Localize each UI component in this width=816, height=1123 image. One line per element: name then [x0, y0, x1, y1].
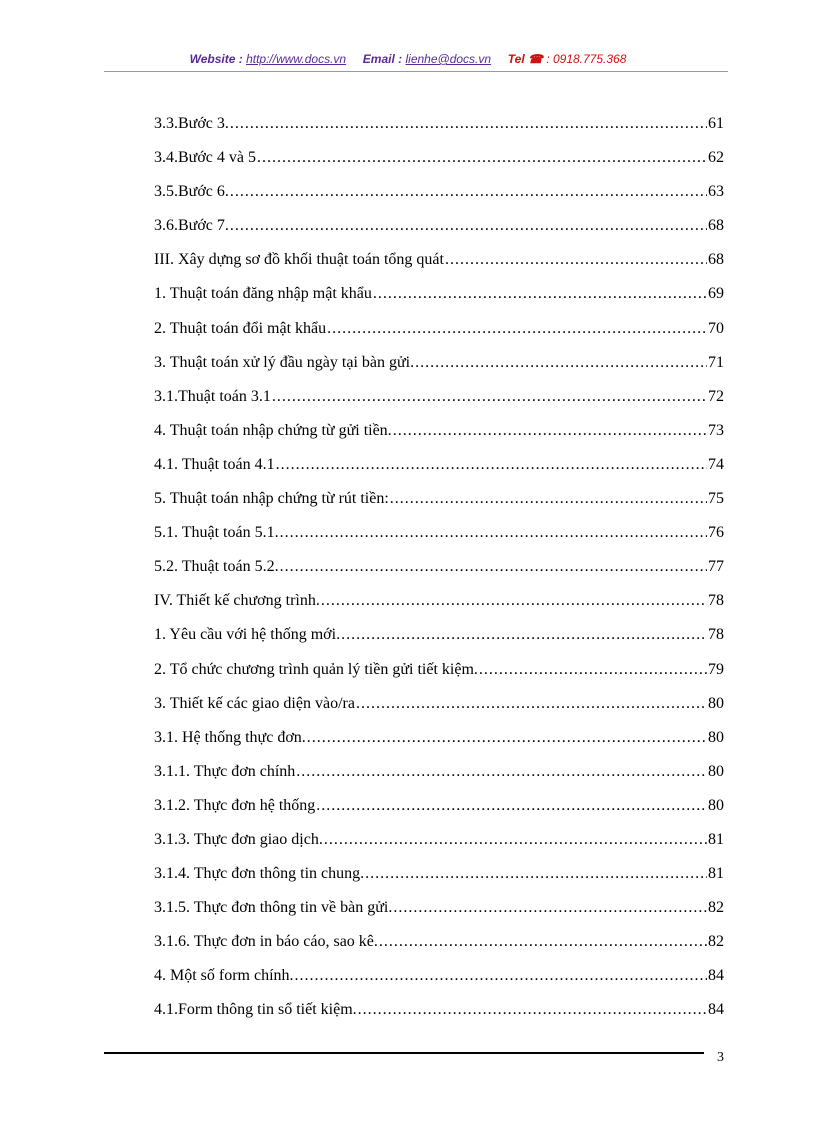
toc-entry-title: 2. Tổ chức chương trình quản lý tiền gửi tiết kiệm. — [154, 660, 478, 678]
toc-entry-title: 5.2. Thuật toán 5.2. — [154, 558, 279, 576]
website-link[interactable]: http://www.docs.vn — [246, 52, 347, 66]
toc-entry-title: 3.1.2. Thực đơn hệ thống — [154, 796, 316, 814]
toc-entry-page: 80 — [708, 796, 724, 814]
toc-leader-dots — [445, 249, 707, 271]
toc-entry-title: III. Xây dựng sơ đồ khối thuật toán tổng quát — [154, 251, 444, 269]
toc-entry[interactable] — [154, 659, 724, 693]
toc-entry[interactable] — [154, 420, 724, 454]
toc-entry-page: 71 — [708, 353, 724, 371]
toc-entry[interactable] — [154, 113, 724, 147]
footer-divider — [104, 1052, 704, 1054]
toc-entry-page: 70 — [708, 319, 724, 337]
toc-entry[interactable] — [154, 522, 724, 556]
toc-entry-title: 4. Một số form chính. — [154, 967, 294, 985]
email-label: Email — [362, 52, 395, 66]
toc-entry-title: 3. Thiết kế các giao diện vào/ra — [154, 694, 355, 712]
toc-leader-dots — [280, 556, 707, 578]
toc-entry-title: 3.1.6. Thực đơn in báo cáo, sao kê. — [154, 933, 378, 951]
toc-leader-dots — [295, 965, 707, 987]
toc-entry-page: 82 — [708, 933, 724, 951]
toc-entry[interactable] — [154, 931, 724, 965]
toc-leader-dots — [365, 863, 707, 885]
toc-entry-title: 5.1. Thuật toán 5.1. — [154, 524, 279, 542]
toc-leader-dots — [257, 147, 707, 169]
toc-entry-page: 82 — [708, 899, 724, 917]
toc-leader-dots — [356, 693, 707, 715]
toc-entry[interactable] — [154, 249, 724, 283]
toc-entry[interactable] — [154, 318, 724, 352]
page-header — [0, 50, 816, 68]
toc-entry-page: 80 — [708, 762, 724, 780]
toc-entry[interactable] — [154, 556, 724, 590]
header-divider — [104, 71, 728, 72]
toc-entry[interactable] — [154, 454, 724, 488]
toc-leader-dots — [379, 931, 707, 953]
toc-leader-dots — [415, 352, 707, 374]
toc-entry-page: 84 — [708, 967, 724, 985]
toc-entry[interactable] — [154, 727, 724, 761]
toc-entry[interactable] — [154, 999, 724, 1033]
toc-entry-title: 5. Thuật toán nhập chứng từ rút tiền: — [154, 490, 389, 508]
toc-entry[interactable] — [154, 897, 724, 931]
toc-leader-dots — [296, 761, 707, 783]
toc-entry-page: 68 — [708, 217, 724, 235]
website-label: Website : — [189, 52, 243, 66]
toc-leader-dots — [358, 999, 707, 1021]
toc-entry[interactable] — [154, 761, 724, 795]
toc-entry[interactable] — [154, 215, 724, 249]
toc-entry-title: 3.1.4. Thực đơn thông tin chung. — [154, 865, 365, 883]
toc-leader-dots — [324, 829, 707, 851]
toc-entry-title: 4.1. Thuật toán 4.1 — [154, 455, 275, 473]
toc-leader-dots — [280, 522, 707, 544]
toc-entry-page: 73 — [708, 421, 724, 439]
tel-value: : 0918.775.368 — [546, 52, 627, 66]
toc-entry-title: 3.1. Hệ thống thực đơn. — [154, 728, 306, 746]
toc-entry[interactable] — [154, 386, 724, 420]
toc-leader-dots — [230, 181, 707, 203]
toc-entry-page: 81 — [708, 865, 724, 883]
toc-entry-title: 1. Thuật toán đăng nhập mật khẩu — [154, 285, 372, 303]
tel-label: Tel — [507, 52, 525, 66]
toc-entry[interactable] — [154, 965, 724, 999]
toc-entry-title: 1. Yêu cầu với hệ thống mới. — [154, 626, 341, 644]
toc-leader-dots — [341, 624, 707, 646]
toc-entry-page: 72 — [708, 387, 724, 405]
toc-entry[interactable] — [154, 181, 724, 215]
toc-leader-dots — [307, 727, 707, 749]
toc-entry-title: IV. Thiết kế chương trình. — [154, 592, 320, 610]
toc-entry-page: 78 — [708, 626, 724, 644]
toc-entry-title: 3.4.Bước 4 và 5 — [154, 149, 257, 167]
toc-entry-page: 80 — [708, 694, 724, 712]
toc-entry[interactable] — [154, 352, 724, 386]
toc-leader-dots — [393, 897, 707, 919]
toc-entry-title: 3.6.Bước 7. — [154, 217, 229, 235]
toc-leader-dots — [327, 318, 707, 340]
toc-entry-page: 81 — [708, 830, 724, 848]
email-separator: : — [394, 52, 403, 66]
toc-entry-title: 3. Thuật toán xử lý đầu ngày tại bàn gửi. — [154, 353, 415, 371]
toc-entry[interactable] — [154, 624, 724, 658]
toc-entry-title: 3.1.Thuật toán 3.1 — [154, 387, 271, 405]
toc-leader-dots — [393, 420, 707, 442]
toc-entry-title: 3.1.5. Thực đơn thông tin về bàn gửi. — [154, 899, 393, 917]
toc-entry-title: 4. Thuật toán nhập chứng từ gửi tiền. — [154, 421, 392, 439]
toc-entry-title: 3.3.Bước 3. — [154, 115, 229, 132]
toc-entry-page: 80 — [708, 728, 724, 746]
toc-leader-dots — [316, 795, 707, 817]
toc-entry[interactable] — [154, 829, 724, 863]
toc-entry-title: 3.1.3. Thực đơn giao dịch. — [154, 830, 323, 848]
toc-entry-title: 2. Thuật toán đổi mật khẩu — [154, 319, 327, 337]
toc-leader-dots — [373, 283, 707, 305]
toc-entry[interactable] — [154, 488, 724, 522]
toc-entry[interactable] — [154, 693, 724, 727]
page-number: 3 — [717, 1050, 724, 1065]
toc-entry-title: 4.1.Form thông tin sổ tiết kiệm. — [154, 1001, 357, 1019]
toc-entry[interactable] — [154, 147, 724, 181]
toc-entry[interactable] — [154, 283, 724, 317]
toc-entry[interactable] — [154, 795, 724, 829]
toc-entry-page: 77 — [708, 558, 724, 576]
toc-entry-page: 68 — [708, 251, 724, 269]
toc-entry-page: 79 — [708, 660, 724, 678]
toc-leader-dots — [479, 659, 707, 681]
table-of-contents — [154, 113, 724, 1034]
toc-entry-page: 84 — [708, 1001, 724, 1019]
toc-entry[interactable] — [154, 863, 724, 897]
toc-leader-dots — [390, 488, 707, 510]
toc-leader-dots — [276, 454, 707, 476]
toc-entry-page: 76 — [708, 524, 724, 542]
toc-entry-page: 61 — [708, 115, 724, 132]
toc-entry-page: 78 — [708, 592, 724, 610]
toc-entry-page: 69 — [708, 285, 724, 303]
toc-entry-page: 63 — [708, 183, 724, 201]
toc-entry-page: 74 — [708, 455, 724, 473]
toc-entry-title: 3.5.Bước 6. — [154, 183, 229, 201]
phone-icon: ☎ — [528, 52, 543, 66]
toc-leader-dots — [230, 113, 707, 135]
email-link[interactable]: lienhe@docs.vn — [405, 52, 492, 66]
toc-leader-dots — [272, 386, 707, 408]
toc-entry-page: 75 — [708, 490, 724, 508]
toc-leader-dots — [321, 590, 707, 612]
toc-entry[interactable] — [154, 590, 724, 624]
toc-entry-title: 3.1.1. Thực đơn chính — [154, 762, 296, 780]
toc-leader-dots — [230, 215, 707, 237]
toc-entry-page: 62 — [708, 149, 724, 167]
